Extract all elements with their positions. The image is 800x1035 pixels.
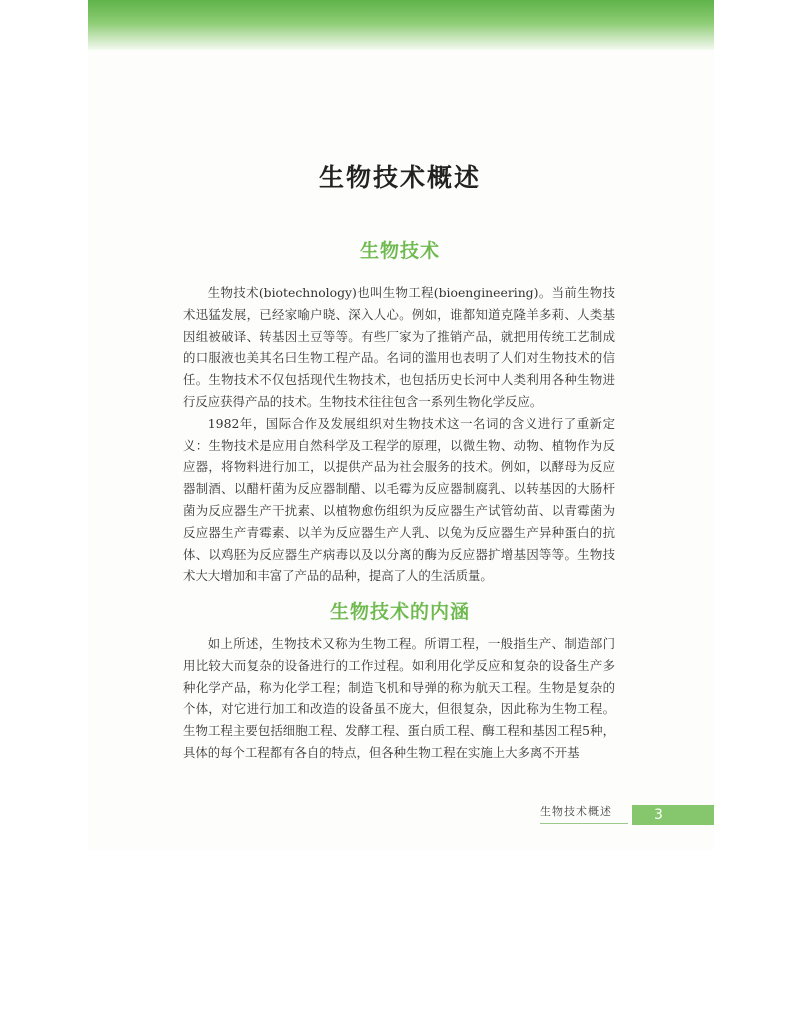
header-color-band [88, 0, 714, 50]
paragraph: 生物技术(biotechnology)也叫生物工程(bioengineering)。当前生物技术迅猛发展，已经家喻户晓、深入人心。例如，谁都知道克隆羊多莉、人类基因组被破译、转基因土豆等等。有些厂家为了推销产品，就把用传统工艺制成的口服液也美其名曰生物工程产品。名词的滥用也表明了人们对生物技术的信任。生物技术不仅包括现代生物技术，也包括历史长河中人类利用各种生物进行反应获得产品的技术。生物技术往往包含一系列生物化学反应。 [183, 285, 615, 409]
page-number: 3 [654, 807, 663, 823]
page-title: 生物技术概述 [318, 163, 481, 192]
section-body-biotech [183, 282, 615, 587]
footer-divider [540, 823, 628, 824]
section-title-biotech: 生物技术 [359, 240, 440, 262]
section-title-connotation: 生物技术的内涵 [329, 601, 470, 623]
paragraph: 如上所述，生物技术又称为生物工程。所谓工程，一般指生产、制造部门用比较大而复杂的设备进行的工作过程。如利用化学反应和复杂的设备生产多种化学产品，称为化学工程；制造飞机和导弹的称为航天工程。生物是复杂的个体，对它进行加工和改造的设备虽不庞大，但很复杂，因此称为生物工程。生物工程主要包括细胞工程、发酵工程、蛋白质工程、酶工程和基因工程5种，具体的每个工程都有各自的特点，但各种生物工程在实施上大多离不开基 [183, 636, 615, 760]
page-number-bar [632, 805, 714, 825]
running-footer-title: 生物技术概述 [540, 805, 612, 818]
paragraph: 1982年，国际合作及发展组织对生物技术这一名词的含义进行了重新定义：生物技术是应用自然科学及工程学的原理，以微生物、动物、植物作为反应器，将物料进行加工，以提供产品为社会服务的技术。例如，以酵母为反应器制酒、以醋杆菌为反应器制醋、以毛霉为反应器制腐乳、以转基因的大肠杆菌为反应器生产干扰素、以植物愈伤组织为反应器生产试管幼苗、以青霉菌为反应器生产青霉素、以羊为反应器生产人乳、以兔为反应器生产异种蛋白的抗体、以鸡胚为反应器生产病毒以及以分离的酶为反应器扩增基因等等。生物技术大大增加和丰富了产品的品种，提高了人的生活质量。 [183, 415, 615, 584]
section-body-connotation [183, 633, 615, 764]
